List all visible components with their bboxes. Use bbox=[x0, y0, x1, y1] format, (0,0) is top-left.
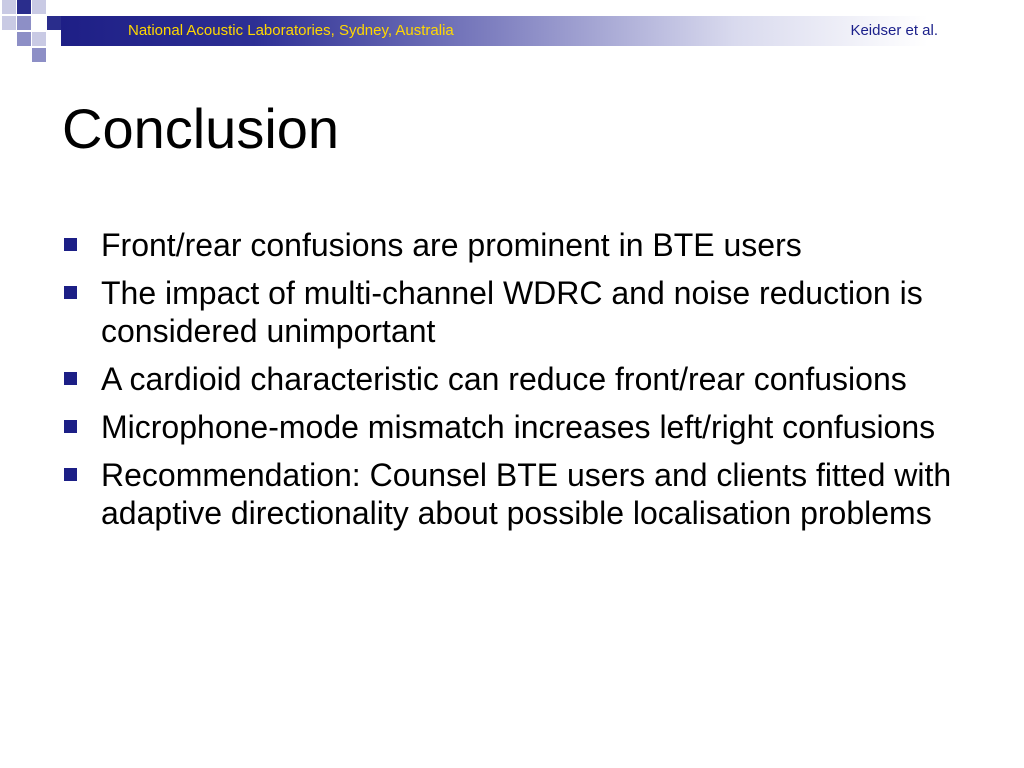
decor-square bbox=[32, 48, 46, 62]
header-authors: Keidser et al. bbox=[850, 22, 938, 39]
decor-square bbox=[17, 16, 31, 30]
bullet-text: Microphone-mode mismatch increases left/right confusions bbox=[101, 409, 936, 445]
header-organization: National Acoustic Laboratories, Sydney, Australia bbox=[128, 22, 454, 39]
square-bullet-icon bbox=[64, 238, 77, 251]
bullet-text: Recommendation: Counsel BTE users and clients fitted with adaptive directionality about possible localisation problems bbox=[101, 457, 952, 531]
decor-square bbox=[17, 32, 31, 46]
decor-square bbox=[32, 32, 46, 46]
bullet-item bbox=[64, 456, 964, 532]
bullet-text: The impact of multi-channel WDRC and noise reduction is considered unimportant bbox=[101, 275, 923, 349]
square-bullet-icon bbox=[64, 468, 77, 481]
bullet-text: A cardioid characteristic can reduce front/rear confusions bbox=[101, 361, 907, 397]
bullet-item bbox=[64, 408, 964, 446]
decor-square bbox=[32, 0, 46, 14]
bullet-text: Front/rear confusions are prominent in BTE users bbox=[101, 227, 802, 263]
square-bullet-icon bbox=[64, 420, 77, 433]
decor-square bbox=[2, 0, 16, 14]
square-bullet-icon bbox=[64, 372, 77, 385]
bullet-item bbox=[64, 274, 964, 350]
bullet-item bbox=[64, 226, 964, 264]
bullet-item bbox=[64, 360, 964, 398]
bullet-list bbox=[64, 226, 964, 542]
slide-title: Conclusion bbox=[62, 97, 340, 160]
decor-square bbox=[47, 16, 61, 30]
decor-square bbox=[17, 0, 31, 14]
square-bullet-icon bbox=[64, 286, 77, 299]
decor-square bbox=[2, 16, 16, 30]
